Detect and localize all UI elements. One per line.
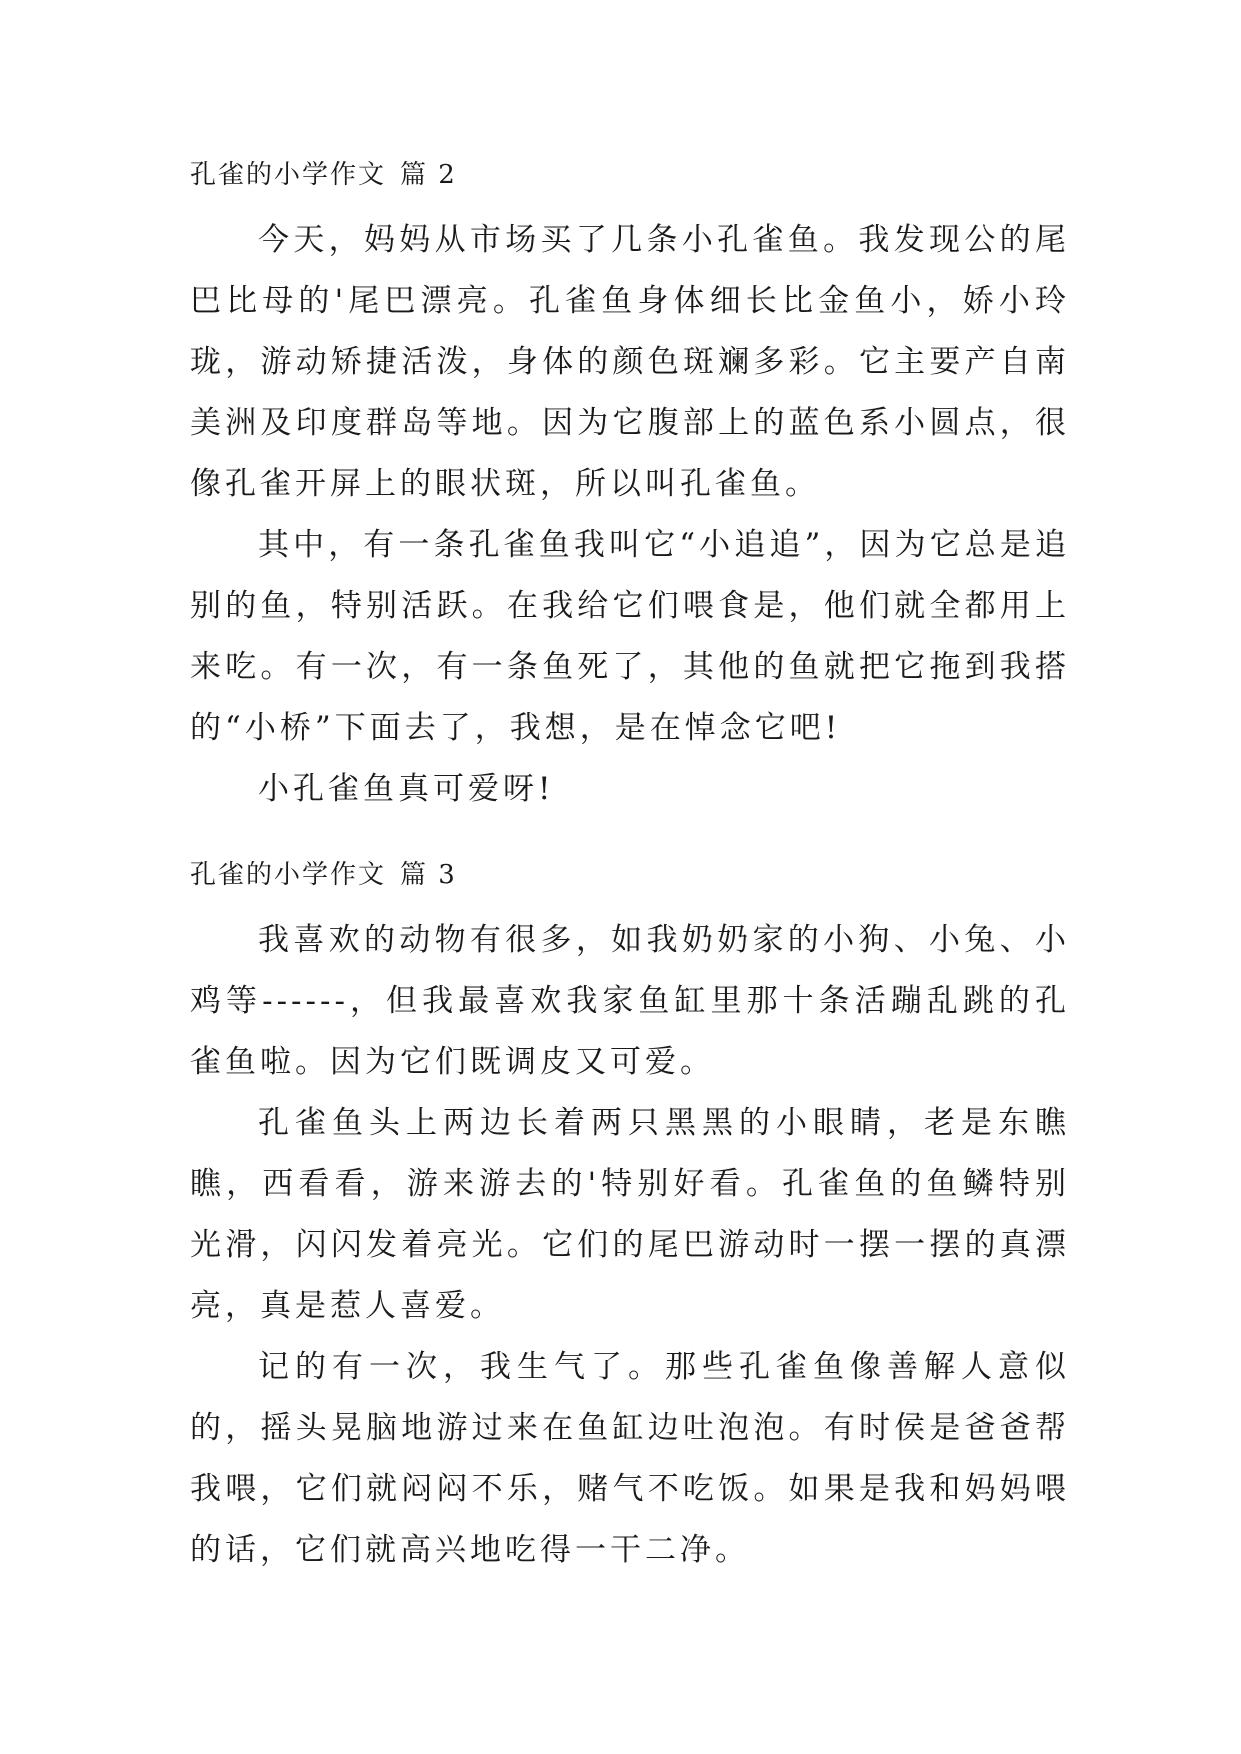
essay-title: 孔雀的小学作文 xyxy=(190,160,387,190)
paragraph: 小孔雀鱼真可爱呀! xyxy=(258,771,555,807)
essay-heading xyxy=(190,860,1070,890)
essay-title: 孔雀的小学作文 xyxy=(190,860,387,890)
paragraph: 其中，有一条孔雀鱼我叫它“小追追”，因为它总是追别的鱼，特别活跃。在我给它们喂食是，他们就全都用上来吃。有一次，有一条鱼死了，其他的鱼就把它拖到我搭的“小桥”下面去了，我想，是在悼念它吧! xyxy=(190,527,1070,746)
essay-section-3 xyxy=(190,860,1070,1581)
essay-body xyxy=(190,910,1070,1581)
essay-heading xyxy=(190,160,1070,190)
essay-number: 篇 2 xyxy=(400,160,457,190)
paragraph: 孔雀鱼头上两边长着两只黑黑的小眼睛，老是东瞧瞧，西看看，游来游去的'特别好看。孔雀鱼的鱼鳞特别光滑，闪闪发着亮光。它们的尾巴游动时一摆一摆的真漂亮，真是惹人喜爱。 xyxy=(190,1105,1070,1324)
paragraph: 记的有一次，我生气了。那些孔雀鱼像善解人意似的，摇头晃脑地游过来在鱼缸边吐泡泡。有时侯是爸爸帮我喂，它们就闷闷不乐，赌气不吃饭。如果是我和妈妈喂的话，它们就高兴地吃得一干二净。 xyxy=(190,1349,1070,1568)
paragraph: 我喜欢的动物有很多，如我奶奶家的小狗、小兔、小鸡等------，但我最喜欢我家鱼缸里那十条活蹦乱跳的孔雀鱼啦。因为它们既调皮又可爱。 xyxy=(190,922,1070,1080)
essay-section-2 xyxy=(190,160,1070,820)
essay-number: 篇 3 xyxy=(400,860,457,890)
paragraph: 今天，妈妈从市场买了几条小孔雀鱼。我发现公的尾巴比母的'尾巴漂亮。孔雀鱼身体细长比金鱼小，娇小玲珑，游动矫捷活泼，身体的颜色斑斓多彩。它主要产自南美洲及印度群岛等地。因为它腹部上的蓝色系小圆点，很像孔雀开屏上的眼状斑，所以叫孔雀鱼。 xyxy=(190,222,1070,502)
essay-body xyxy=(190,210,1070,820)
